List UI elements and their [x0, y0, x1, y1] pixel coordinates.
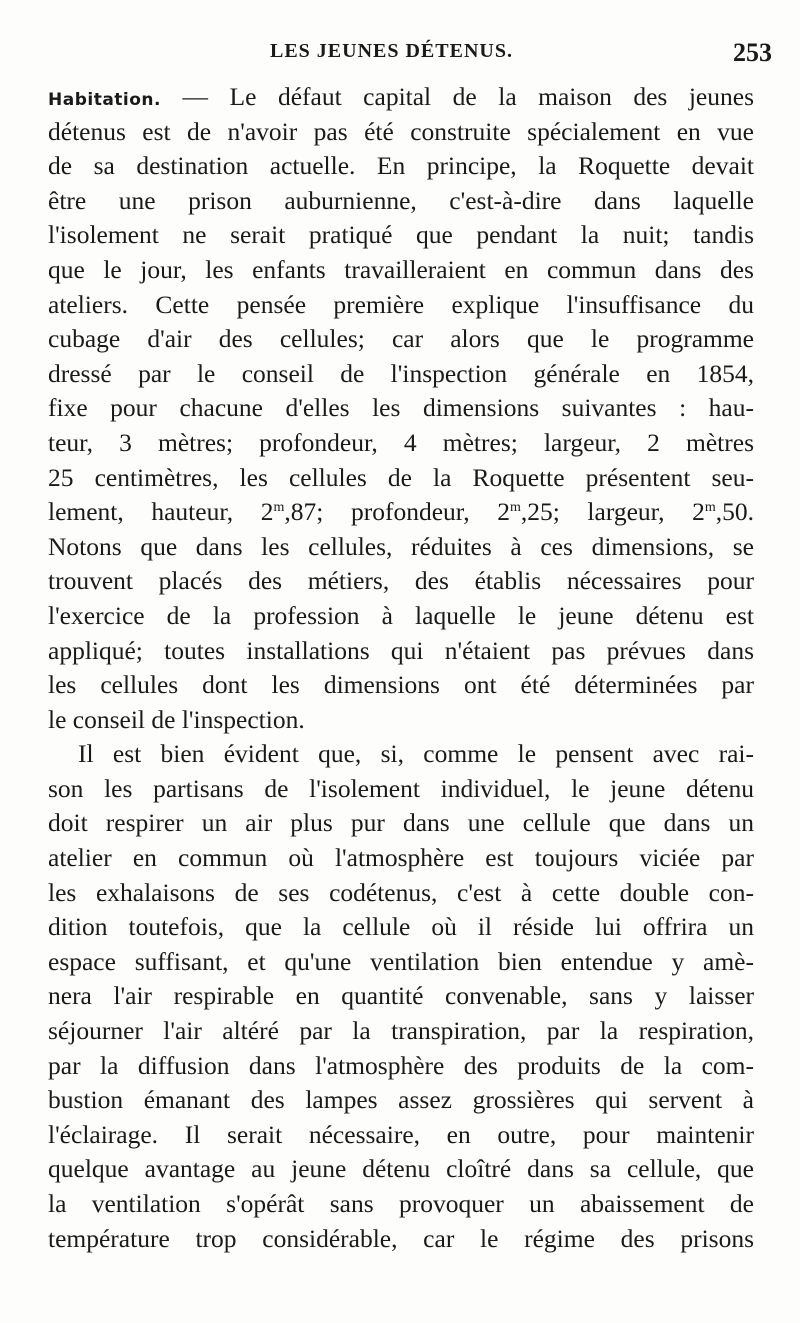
running-title: LES JEUNES DÉTENUS.: [270, 40, 513, 62]
text-line: doit respirer un air plus pur dans une cellule que dans un: [48, 808, 754, 838]
text-line: quelque avantage au jeune détenu cloîtré dans sa cellule, que: [48, 1154, 754, 1184]
text-line: de sa destination actuelle. En principe, la Roquette devait: [48, 151, 754, 181]
text-line: que le jour, les enfants travailleraient en commun dans des: [48, 254, 754, 284]
text-line-dimensions: [48, 495, 754, 530]
unit-superscript: m: [704, 500, 716, 516]
text-line: être une prison auburnienne, c'est-à-dire dans laquelle: [48, 185, 754, 215]
text-line: dition toutefois, que la cellule où il réside lui offrira un: [48, 912, 754, 942]
text-line: 25 centimètres, les cellules de la Roquette présentent seu-: [48, 462, 754, 492]
text-line: [48, 80, 754, 115]
text-line: les cellules dont les dimensions ont été déterminées par: [48, 670, 754, 700]
body-text: [48, 80, 754, 1256]
unit-superscript: m: [273, 500, 285, 516]
text-line: ateliers. Cette pensée première explique l'insuffisance du: [48, 289, 754, 319]
text-line: l'éclairage. Il serait nécessaire, en outre, pour maintenir: [48, 1119, 754, 1149]
text-line: Notons que dans les cellules, réduites à ces dimensions, se: [48, 531, 754, 561]
dims-depth: ,25; largeur, 2: [520, 497, 705, 527]
dims-prefix: lement, hauteur, 2: [48, 497, 274, 527]
unit-superscript: m: [509, 500, 521, 516]
text-line: nera l'air respirable en quantité convenable, sans y laisser: [48, 981, 754, 1011]
text-line: le conseil de l'inspection.: [48, 704, 305, 734]
text-line: température trop considérable, car le régime des prisons: [48, 1223, 754, 1253]
paragraph-ventilation: [48, 737, 754, 1256]
text-line: l'exercice de la profession à laquelle le jeune détenu est: [48, 600, 754, 630]
text-line: Il est bien évident que, si, comme le pensent avec rai-: [78, 739, 754, 769]
page-number: 253: [733, 38, 772, 67]
text-line: l'isolement ne serait pratiqué que pendant la nuit; tandis: [48, 220, 754, 250]
text-line: séjourner l'air altéré par la transpiration, par la respiration,: [48, 1016, 754, 1046]
text-line: dressé par le conseil de l'inspection générale en 1854,: [48, 358, 754, 388]
dims-height: ,87; profondeur, 2: [284, 497, 510, 527]
text-line: trouvent placés des métiers, des établis nécessaires pour: [48, 566, 754, 596]
text-line: bustion émanant des lampes assez grossières qui servent à: [48, 1085, 754, 1115]
text-line: appliqué; toutes installations qui n'étaient pas prévues dans: [48, 635, 754, 665]
text-line: fixe pour chacune d'elles les dimensions suivantes : hau-: [48, 393, 754, 423]
text-line: atelier en commun où l'atmosphère est toujours viciée par: [48, 843, 754, 873]
text-line: espace suffisant, et qu'une ventilation bien entendue y amè-: [48, 946, 754, 976]
paragraph-habitation: [48, 80, 754, 737]
text-line: détenus est de n'avoir pas été construite spécialement en vue: [48, 116, 754, 146]
running-header: [40, 38, 772, 74]
text-line: par la diffusion dans l'atmosphère des produits de la com-: [48, 1050, 754, 1080]
text-line: son les partisans de l'isolement individuel, le jeune détenu: [48, 773, 754, 803]
text-line: la ventilation s'opérât sans provoquer un abaissement de: [48, 1189, 754, 1218]
dims-width: ,50.: [715, 497, 754, 527]
text-line: cubage d'air des cellules; car alors que le programme: [48, 324, 754, 354]
text-line: les exhalaisons de ses codétenus, c'est à cette double con-: [48, 877, 754, 907]
text-line: teur, 3 mètres; profondeur, 4 mètres; largeur, 2 mètres: [48, 427, 754, 457]
run-in-heading: Habitation.: [48, 90, 161, 110]
line-text: — Le défaut capital de la maison des jeunes: [161, 82, 754, 111]
